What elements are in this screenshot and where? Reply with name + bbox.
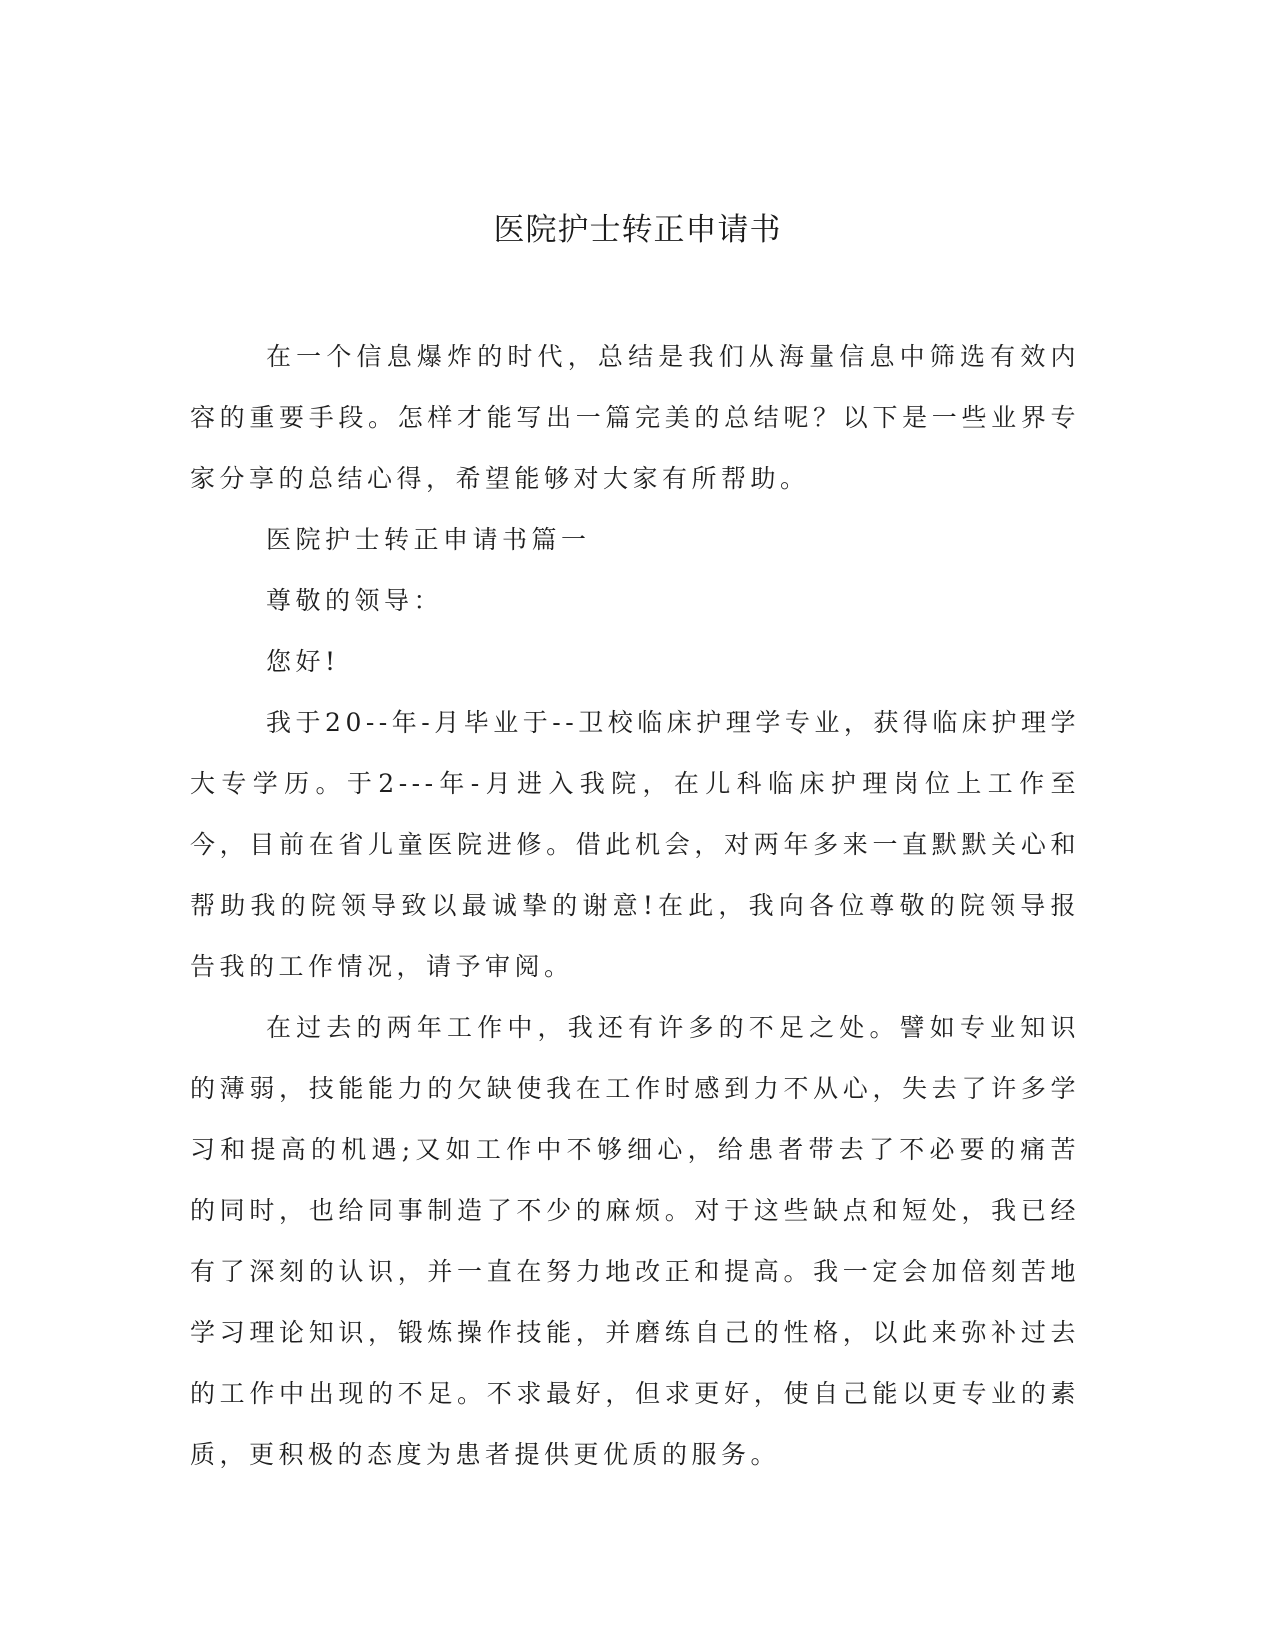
body-paragraph: 在过去的两年工作中，我还有许多的不足之处。譬如专业知识的薄弱，技能能力的欠缺使我在工作时感到力不从心，失去了许多学习和提高的机遇;又如工作中不够细心，给患者带去了不必要的痛苦的同时，也给同事制造了不少的麻烦。对于这些缺点和短处，我已经有了深刻的认识，并一直在努力地改正和提高。我一定会加倍刻苦地学习理论知识，锻炼操作技能，并磨练自己的性格，以此来弥补过去的工作中出现的不足。不求最好，但求更好，使自己能以更专业的素质，更积极的态度为患者提供更优质的服务。 (190, 1013, 1080, 1469)
intro-paragraph: 在一个信息爆炸的时代，总结是我们从海量信息中筛选有效内容的重要手段。怎样才能写出一篇完美的总结呢？以下是一些业界专家分享的总结心得，希望能够对大家有所帮助。 (190, 342, 1080, 493)
section-heading: 医院护士转正申请书篇一 (266, 525, 591, 554)
salutation: 尊敬的领导： (266, 586, 444, 615)
greeting: 您好! (266, 647, 340, 676)
document-body (190, 326, 1080, 1485)
document-title: 医院护士转正申请书 (493, 212, 782, 248)
body-paragraph: 我于20--年-月毕业于--卫校临床护理学专业，获得临床护理学大专学历。于2---年-月进入我院，在儿科临床护理岗位上工作至今，目前在省儿童医院进修。借此机会，对两年多来一直默默关心和帮助我的院领导致以最诚挚的谢意!在此，我向各位尊敬的院领导报告我的工作情况，请予审阅。 (190, 708, 1080, 981)
